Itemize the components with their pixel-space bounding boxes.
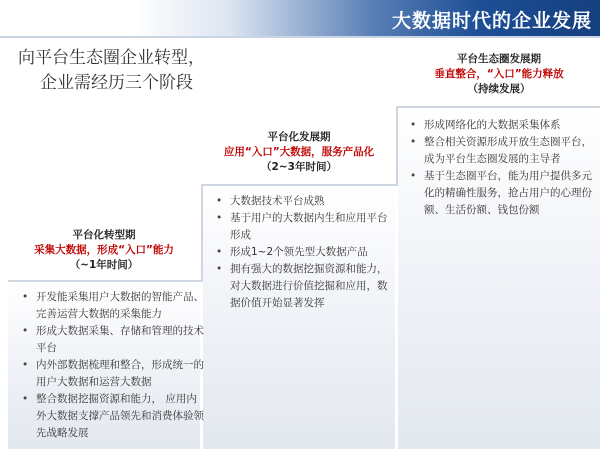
list-item: • 形成1~2个领先型大数据产品 bbox=[212, 244, 394, 261]
stage-2-title: 平台化发展期 bbox=[267, 131, 331, 143]
stage-1-header bbox=[8, 228, 200, 273]
stage-3-list bbox=[406, 117, 592, 219]
header-divider bbox=[0, 36, 600, 38]
step-line-2v bbox=[396, 106, 398, 186]
stage-1-duration: （~1年时间） bbox=[69, 259, 139, 271]
step-line-1v bbox=[201, 184, 203, 282]
stage-1-slogan: 采集大数据，形成“入口”能力 bbox=[34, 244, 174, 256]
stage-2-slogan: 应用“入口”大数据，服务产品化 bbox=[223, 146, 375, 158]
stage-2-duration: （2~3年时间） bbox=[261, 161, 337, 173]
list-item: • 开发能采集用户大数据的智能产品、完善运营大数据的采集能力 bbox=[18, 289, 204, 323]
list-item: • 内外部数据梳理和整合，形成统一的用户大数据和运营大数据 bbox=[18, 357, 204, 391]
subtitle-line-1: 向平台生态圈企业转型， bbox=[18, 48, 205, 68]
list-item: • 基于用户的大数据内生和应用平台形成 bbox=[212, 210, 394, 244]
stage-2-list bbox=[212, 193, 394, 312]
list-item: • 拥有强大的数据挖掘资源和能力，对大数据进行价值挖掘和应用，数据价值开始显著发挥 bbox=[212, 261, 394, 312]
step-line-3h bbox=[396, 106, 600, 108]
header-bar bbox=[0, 0, 600, 36]
step-line-1h bbox=[8, 280, 203, 282]
stage-3-slogan: 垂直整合，“入口”能力释放 bbox=[434, 68, 564, 80]
stage-2-header bbox=[203, 130, 395, 175]
list-item: • 形成网络化的大数据采集体系 bbox=[406, 117, 592, 134]
list-item: • 整合相关资源形成开放生态圈平台，成为平台生态圈发展的主导者 bbox=[406, 134, 592, 168]
slide-subtitle bbox=[18, 46, 205, 96]
stage-1-list bbox=[18, 289, 204, 442]
stage-3-header bbox=[398, 52, 600, 97]
stage-1-title: 平台化转型期 bbox=[72, 229, 136, 241]
list-item: • 基于生态圈平台，能为用户提供多元化的精确性服务，抢占用户的心理份额、生活份额、钱包份额 bbox=[406, 168, 592, 219]
page-title: 大数据时代的企业发展 bbox=[391, 10, 592, 32]
step-line-2h bbox=[201, 184, 398, 186]
subtitle-line-2: 企业需经历三个阶段 bbox=[40, 73, 193, 93]
stage-3-title: 平台生态圈发展期 bbox=[457, 53, 541, 65]
stage-3-duration: （持续发展） bbox=[467, 83, 531, 95]
list-item: • 整合数据挖掘资源和能力， 应用内外大数据支撑产品领先和消费体验领先战略发展 bbox=[18, 391, 204, 442]
list-item: • 形成大数据采集、存储和管理的技术平台 bbox=[18, 323, 204, 357]
list-item: • 大数据技术平台成熟 bbox=[212, 193, 394, 210]
